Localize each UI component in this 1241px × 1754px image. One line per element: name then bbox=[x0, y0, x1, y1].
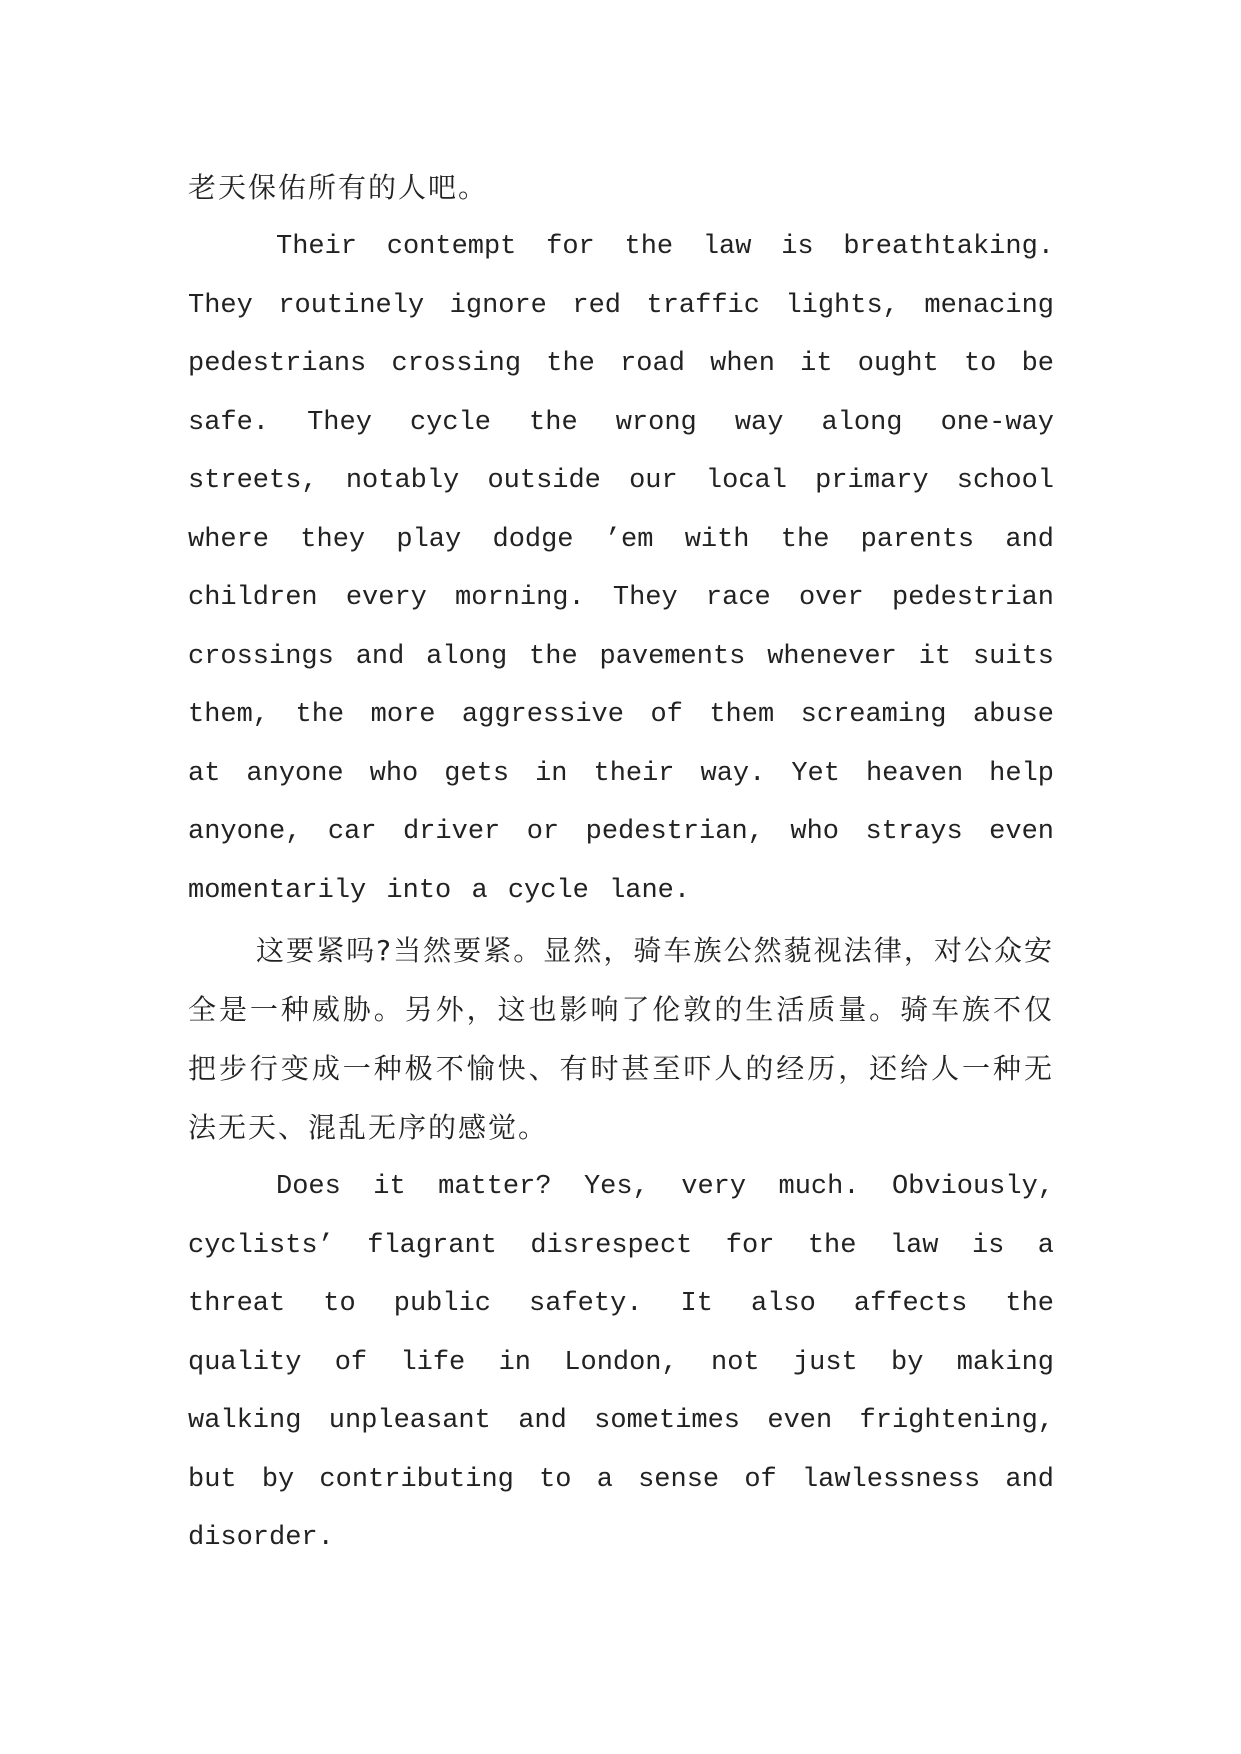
paragraph-chinese-closing: 老天保佑所有的人吧。 bbox=[188, 171, 489, 204]
document-body bbox=[188, 158, 1054, 1568]
paragraph-english-contempt: Their contempt for the law is breathtaking. They routinely ignore red traffic lights, menacing pedestrians crossing the road when it ought to be safe. They cycle the wrong way along one-way streets, notably outside our local primary school where they play dodge ’em with the parents and children every morning. They race over pedestrian crossings and along the pavements whenever it suits them, the more aggressive of them screaming abuse at anyone who gets in their way. Yet heaven help anyone, car driver or pedestrian, who strays even momentarily into a cycle lane. bbox=[188, 232, 1054, 906]
paragraph-chinese-does-it-matter: 这要紧吗?当然要紧。显然，骑车族公然藐视法律，对公众安全是一种威胁。另外，这也影响了伦敦的生活质量。骑车族不仅把步行变成一种极不愉快、有时甚至吓人的经历，还给人一种无法无天、混乱无序的感觉。 bbox=[188, 934, 1054, 1144]
paragraph-english-does-it-matter: Does it matter? Yes, very much. Obviously, cyclists’ flagrant disrespect for the law is a threat to public safety. It also affects the quality of life in London, not just by making walking unpleasant and sometimes even frightening, but by contributing to a sense of lawlessness and disorder. bbox=[188, 1172, 1054, 1553]
